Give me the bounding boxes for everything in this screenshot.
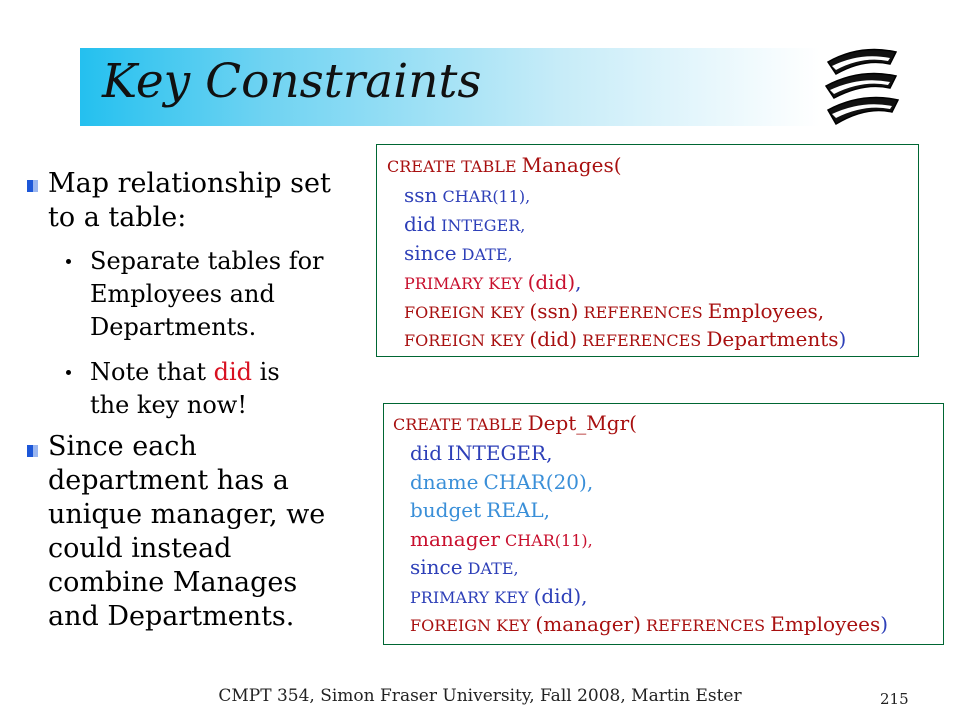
sub-bullet-dot-icon xyxy=(66,259,71,264)
stacked-disks-logo-icon xyxy=(820,42,902,132)
sub-bullet-1-line-1: Separate tables for xyxy=(90,247,324,275)
code-line: CREATE TABLE Dept_Mgr( xyxy=(393,411,637,435)
bullet-2-line-5: combine Manages xyxy=(48,567,298,598)
slide-footer: CMPT 354, Simon Fraser University, Fall 2008, Martin Ester xyxy=(218,686,742,706)
code-line: did INTEGER, xyxy=(404,212,526,236)
code-line: manager CHAR(11), xyxy=(410,527,593,551)
bullet-2-line-2: department has a xyxy=(48,465,289,496)
bullet-2-line-6: and Departments. xyxy=(48,601,295,632)
sub-bullet-1-line-2: Employees and xyxy=(90,280,275,308)
bullet-2-line-1: Since each xyxy=(48,431,197,462)
code-line: since DATE, xyxy=(404,241,513,265)
code-line: FOREIGN KEY (did) REFERENCES Departments) xyxy=(404,327,847,351)
code-line: since DATE, xyxy=(410,555,519,579)
code-line: FOREIGN KEY (ssn) REFERENCES Employees, xyxy=(404,299,825,323)
square-bullet-icon xyxy=(27,180,38,192)
highlight-did: did xyxy=(213,358,253,386)
sub-bullet-2-line-1: Note that did is xyxy=(90,358,280,386)
code-box-dept-mgr xyxy=(383,403,944,645)
sub-bullet-dot-icon xyxy=(66,370,71,375)
code-line: dname CHAR(20), xyxy=(410,470,594,494)
code-line: budget REAL, xyxy=(410,498,551,522)
code-line: did INTEGER, xyxy=(410,441,553,465)
code-box-manages xyxy=(376,144,919,357)
sub-bullet-1-line-3: Departments. xyxy=(90,313,257,341)
bullet-2-line-3: unique manager, we xyxy=(48,499,326,530)
bullet-1-line-1: Map relationship set xyxy=(48,168,331,199)
code-line: CREATE TABLE Manages( xyxy=(387,153,622,177)
page-number: 215 xyxy=(880,690,909,708)
bullet-1-line-2: to a table: xyxy=(48,202,187,233)
code-line: PRIMARY KEY (did), xyxy=(410,584,588,608)
sub-bullet-2-line-2: the key now! xyxy=(90,391,247,419)
bullet-2-line-4: could instead xyxy=(48,533,232,564)
square-bullet-icon xyxy=(27,445,38,457)
code-line: ssn CHAR(11), xyxy=(404,183,531,207)
code-line: PRIMARY KEY (did), xyxy=(404,270,582,294)
slide-title: Key Constraints xyxy=(102,54,482,109)
code-line: FOREIGN KEY (manager) REFERENCES Employees) xyxy=(410,612,889,636)
